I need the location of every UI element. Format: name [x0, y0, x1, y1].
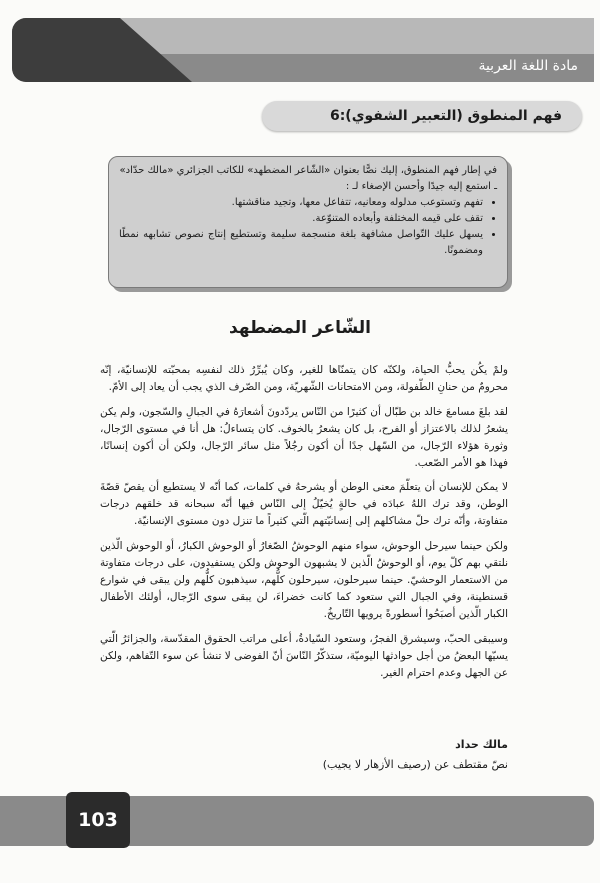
- intro-bullet: • تقف على قيمه المختلفة وأبعاده المتنوّعة.: [119, 211, 483, 227]
- article-paragraph: ولمْ يكُن يحبُّ الحياة، ولكنّه كان يتمنّاها للغير، وكان يُبرِّرُ ذلك لنفسِه بمحبّته للإنسانيّة، إنّه محرومٌ من حنانِ الطّفولة، ومن الامتحانات الشّهريّة، ومن الصّرف الذي يجب أن يعاد إلى الأمّ.: [100, 364, 508, 393]
- article-body: [100, 362, 508, 689]
- article-paragraph: ولكن حينما سيرحل الوحوش، سواء منهم الوحوشُ الصّغارُ أو الوحوش الكبارُ، أو الوحوش الّذين نلتقي بهم كلّ يوم، أو الوحوشُ الّذين لا يشبهون الوحوش ولكن يستفيدون، على درجات متفاوتة من الاستعمار الوحشيّ. حينما سيرحلون، سيرحلون كلُّهم، سيذهبون كلُّهم ولن يبقى في شوارع قسنطينة، وفي الجبال التي ستعود كما كانت خضراءَ، لن يبقى سوى الرّجال، أولئك الأطفال الكبار الّذين أصبَحُوا أسطورةً يرويها التّاريخُ.: [100, 540, 508, 620]
- intro-instruction: ـ استمع إليه جيدًا وأحسن الإصغاء لـ :: [345, 181, 497, 192]
- article-source: نصّ مقتطف عن (رصيف الأزهار لا يجيب): [322, 758, 508, 771]
- section-title: فهم المنطوق (التعبير الشفوي):6: [262, 101, 582, 131]
- article-author: مالك حداد: [455, 738, 508, 751]
- intro-bullet: • يسهل عليك التّواصل مشافهة بلغة منسجمة سليمة وتستطيع إنتاج نصوص تشابهه نمطًا ومضمونًا.: [119, 227, 483, 259]
- article-paragraph: لا يمكن للإنسان أن يتعلّمَ معنى الوطن أو يشرحهُ في كلمات، كما أنّه لا يستطيع أن يقصّ قصّةَ الوطن، وقد ترك اللهُ عبادَه في حالةٍ يُخيّلُ إلى النّاس فيها أنّه سبحانه قد خلقهم درجات متفاوتة، وأنّه ترك حلّ مشاكلهم إلى إنسانيّتهم الّتي كثيراً ما تنزل دون مستوى الإنسانيّة.: [100, 481, 508, 528]
- intro-lead: في إطار فهم المنطوق، إليك نصًّا بعنوان «الشّاعر المضطهد» للكاتب الجزائري «مالك حدّاد»: [119, 165, 497, 176]
- article-paragraph: لقد بلغَ مسامعَ خالد بن طبّال أن كثيرًا من النّاس يردّدونَ أشعارَهُ في الجبالِ والسّجون، ولم يكن يشعرُ لذلك بالاعتزاز أو الفرح، بل كان يشعرُ بالخوف. كان يتساءلُ: هل أنا في مستوى الرّجال، وثورة هؤلاء الرّجال، من السّهل جدًا أن أكون رجُلاً مثل سائر الرّجال، ولكن أن أكون إنسانًا، فهذا هو الأمر الصّعب.: [100, 405, 508, 469]
- page-number: 103: [66, 792, 130, 848]
- subject-label: مادة اللغة العربية: [478, 58, 578, 74]
- article-title: الشّاعر المضطهد: [229, 318, 371, 338]
- intro-bullets: [119, 195, 497, 259]
- article-paragraph: وسيبقى الحبّ، وسيشرق الفجرُ، وستعود السّيادةُ، أعلى مراتب الحقوق المقدّسة، والجزائرُ الّتي يسيّها البعضُ من أجل حوادثها اليوميّة، ستذكّرُ النّاسَ أنّ الفوضى لا تنشأ عن سوء التّفاهم، ولكن عن الجهل وعدم احترام الغير.: [100, 632, 508, 679]
- intro-box: [108, 156, 508, 288]
- intro-bullet: • تفهم وتستوعب مدلوله ومعانيه، تتفاعل معها، وتجيد مناقشتها.: [119, 195, 483, 211]
- header-highlight: [92, 18, 594, 54]
